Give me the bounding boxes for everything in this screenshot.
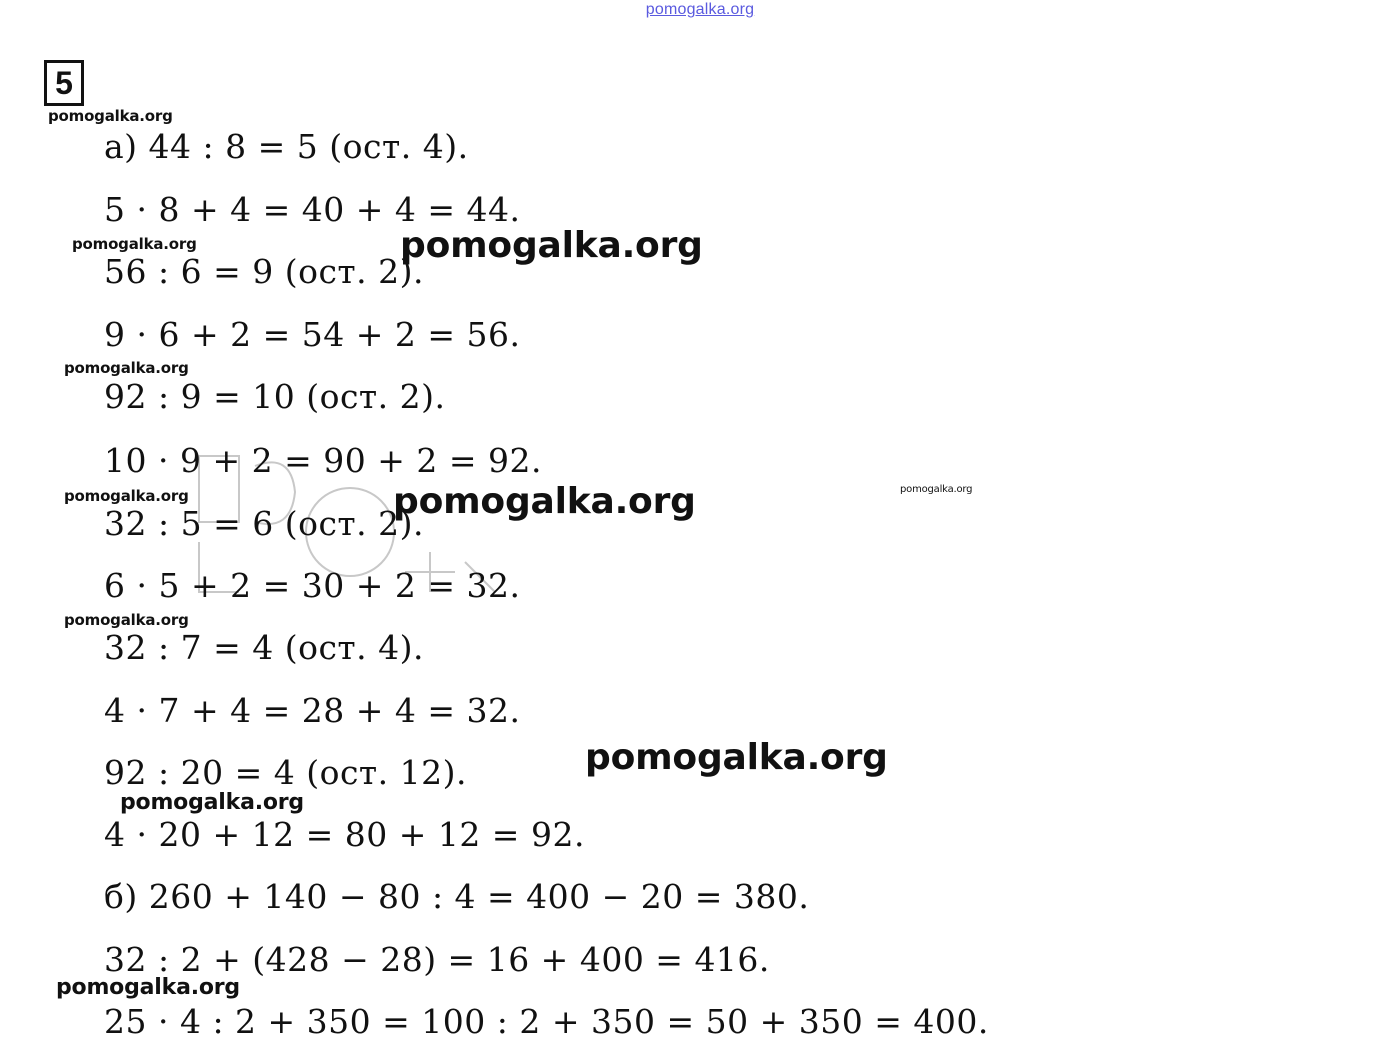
solution-line-10: 4 · 7 + 4 = 28 + 4 = 32.	[104, 691, 521, 730]
watermark-text: pomogalka.org	[393, 481, 696, 522]
watermark-text: pomogalka.org	[64, 611, 189, 629]
solution-line-3: 56 : 6 = 9 (ост. 2).	[104, 252, 425, 291]
watermark-text: pomogalka.org	[64, 359, 189, 377]
watermark-text: pomogalka.org	[48, 107, 173, 125]
watermark-text: pomogalka.org	[400, 225, 703, 266]
solution-line-12: 4 · 20 + 12 = 80 + 12 = 92.	[104, 815, 585, 854]
solution-line-7: 32 : 5 = 6 (ост. 2).	[104, 504, 425, 543]
solution-line-2: 5 · 8 + 4 = 40 + 4 = 44.	[104, 190, 521, 229]
solution-line-11: 92 : 20 = 4 (ост. 12).	[104, 753, 468, 792]
solution-line-6: 10 · 9 + 2 = 90 + 2 = 92.	[104, 441, 542, 480]
watermark-text: pomogalka.org	[72, 235, 197, 253]
solution-line-4: 9 · 6 + 2 = 54 + 2 = 56.	[104, 315, 521, 354]
task-number-badge: 5	[44, 60, 84, 106]
solution-line-5: 92 : 9 = 10 (ост. 2).	[104, 377, 446, 416]
solution-line-13: б) 260 + 140 − 80 : 4 = 400 − 20 = 380.	[104, 877, 810, 916]
solution-line-9: 32 : 7 = 4 (ост. 4).	[104, 628, 425, 667]
solution-line-1: а) 44 : 8 = 5 (ост. 4).	[104, 127, 469, 166]
watermark-text: pomogalka.org	[56, 975, 240, 1000]
site-link[interactable]: pomogalka.org	[645, 1, 755, 18]
solution-line-14: 32 : 2 + (428 − 28) = 16 + 400 = 416.	[104, 940, 770, 979]
watermark-text: pomogalka.org	[900, 484, 973, 495]
watermark-text: pomogalka.org	[585, 737, 888, 778]
solution-line-15: 25 · 4 : 2 + 350 = 100 : 2 + 350 = 50 + 350 = 400.	[104, 1002, 989, 1041]
watermark-text: pomogalka.org	[64, 487, 189, 505]
solution-line-8: 6 · 5 + 2 = 30 + 2 = 32.	[104, 566, 521, 605]
watermark-text: pomogalka.org	[120, 790, 304, 815]
